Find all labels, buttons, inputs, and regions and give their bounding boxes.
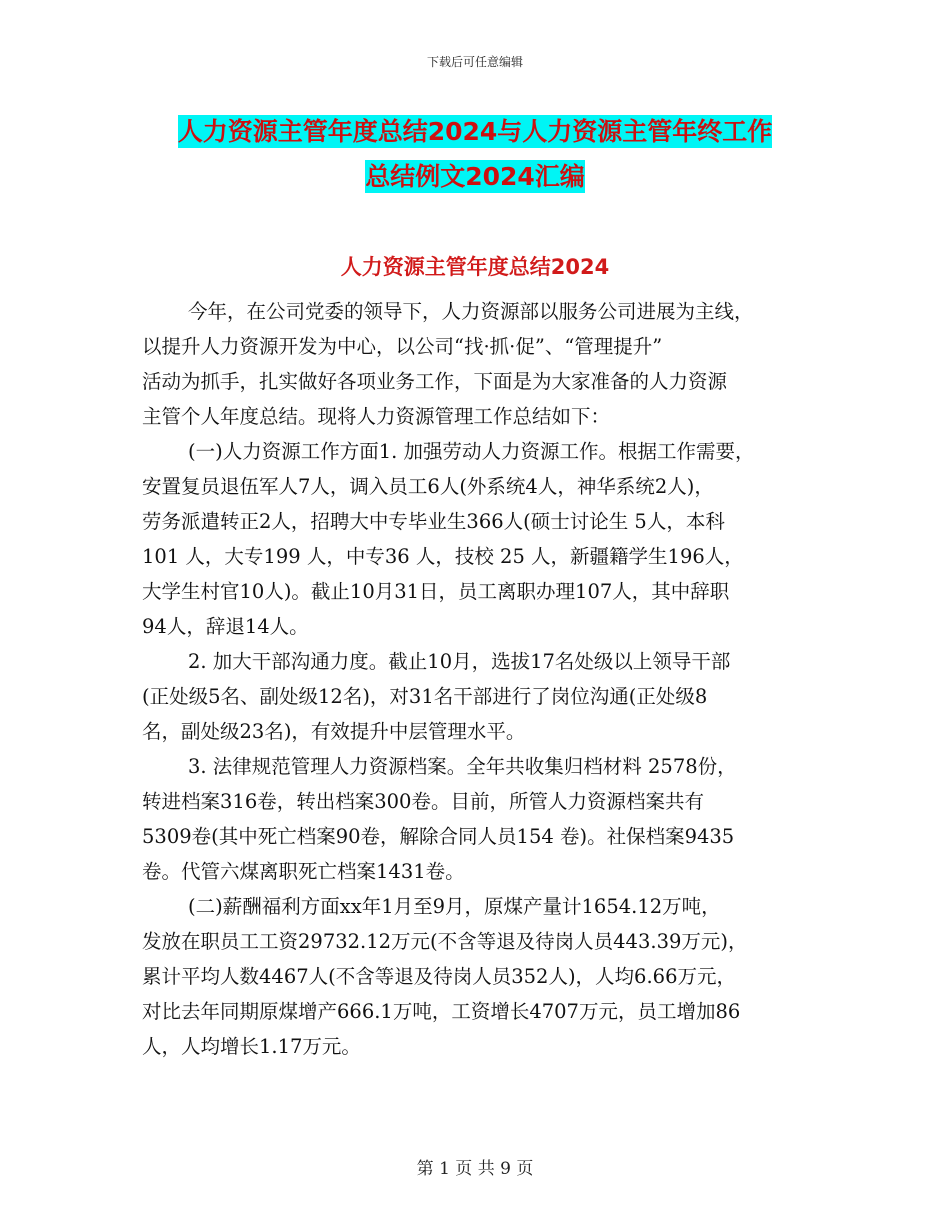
body-line: 对比去年同期原煤增产666.1万吨，工资增长4707万元，员工增加86 xyxy=(142,1000,741,1023)
body-line: 劳务派遣转正2人，招聘大中专毕业生366人(硕士讨论生 5人，本科 xyxy=(142,510,725,533)
page-footer: 第 1 页 共 9 页 xyxy=(416,1159,534,1179)
body-line: 5309卷(其中死亡档案90卷，解除合同人员154 卷)。社保档案9435 xyxy=(142,825,735,848)
body-line: 大学生村官10人)。截止10月31日，员工离职办理107人，其中辞职 xyxy=(142,580,730,603)
body-line: 转进档案316卷，转出档案300卷。目前，所管人力资源档案共有 xyxy=(142,790,704,813)
document-body xyxy=(142,294,822,1064)
body-line: 安置复员退伍军人7人，调入员工6人(外系统4人，神华系统2人)， xyxy=(142,475,714,498)
body-line: 发放在职员工工资29732.12万元(不含等退及待岗人员443.39万元)， xyxy=(142,930,748,953)
body-line: 人，人均增长1.17万元。 xyxy=(142,1035,361,1058)
body-line: (一)人力资源工作方面1. 加强劳动人力资源工作。根据工作需要， xyxy=(188,440,755,463)
body-line: 101 人，大专199 人，中专36 人，技校 25 人，新疆籍学生196人， xyxy=(142,545,744,568)
body-line: 累计平均人数4467人(不含等退及待岗人员352人)，人均6.66万元， xyxy=(142,965,736,988)
body-line: 名，副处级23名)，有效提升中层管理水平。 xyxy=(142,720,526,743)
section-heading: 人力资源主管年度总结2024 xyxy=(340,255,610,279)
body-line: 主管个人年度总结。现将人力资源管理工作总结如下： xyxy=(142,405,611,428)
body-line: 94人，辞退14人。 xyxy=(142,615,309,638)
body-line: 2. 加大干部沟通力度。截止10月，选拔17名处级以上领导干部 xyxy=(188,650,731,673)
body-line: (二)薪酬福利方面xx年1月至9月，原煤产量计1654.12万吨， xyxy=(188,895,721,918)
header-note: 下载后可任意编辑 xyxy=(426,55,523,69)
body-line: 3. 法律规范管理人力资源档案。全年共收集归档材料 2578份， xyxy=(188,755,737,778)
body-line: 以提升人力资源开发为中心，以公司“找·抓·促”、“管理提升” xyxy=(142,335,663,358)
body-line: 卷。代管六煤离职死亡档案1431卷。 xyxy=(142,860,465,883)
body-line: 活动为抓手，扎实做好各项业务工作，下面是为大家准备的人力资源 xyxy=(142,370,728,393)
document-title-line-2: 总结例文2024汇编 xyxy=(365,162,585,191)
document-title-line-1: 人力资源主管年度总结2024与人力资源主管年终工作 xyxy=(177,117,773,146)
body-line: 今年，在公司党委的领导下，人力资源部以服务公司进展为主线， xyxy=(188,300,754,323)
body-line: (正处级5名、副处级12名)，对31名干部进行了岗位沟通(正处级8 xyxy=(142,685,708,708)
